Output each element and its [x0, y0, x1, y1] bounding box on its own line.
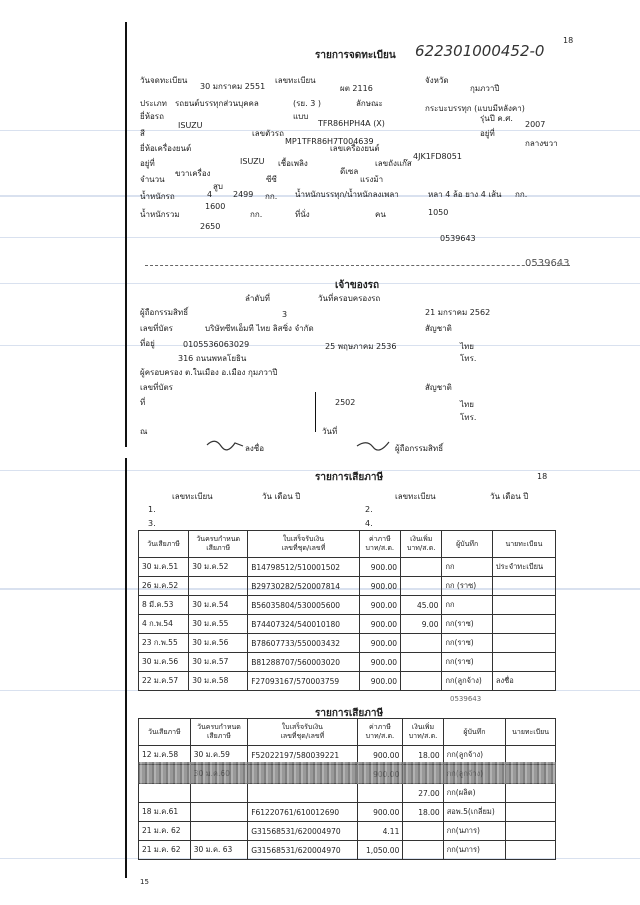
table-cell: 30 ม.ค.56 [139, 653, 189, 672]
tax1-ref: 0539643 [450, 695, 482, 703]
label-owner-sig: ผู้ถือกรรมสิทธิ์ [395, 444, 444, 453]
value-weight: 1600 [205, 202, 226, 211]
value-character: กระบะบรรทุก (แบบมีหลังคา) [425, 104, 525, 113]
value-cc: 2499 [233, 190, 254, 199]
table-cell: ลงชื่อ [492, 672, 555, 691]
table-cell: B78607733/550003432 [248, 634, 359, 653]
label-total: น้ำหนักรวม [140, 210, 180, 219]
table-row [139, 577, 556, 596]
value-type-code: (รย. 3 ) [293, 99, 321, 108]
table-cell: B14798512/510001502 [248, 558, 359, 577]
registration-title: รายการจดทะเบียน [315, 50, 396, 61]
label-count: จำนวน [140, 175, 165, 184]
value-count: 4 [207, 190, 213, 199]
table-cell: B81288707/560003020 [248, 653, 359, 672]
table-cell: กก(นภาร) [443, 841, 505, 860]
value-possession: 21 มกราคม 2562 [425, 308, 491, 317]
table-cell: กก (ราซ) [442, 577, 492, 596]
left-border-line [125, 22, 127, 447]
table-cell: B29730282/520007814 [248, 577, 359, 596]
label-character: ลักษณะ [356, 99, 383, 108]
label-chassis: เลขตัวรถ [252, 129, 284, 138]
tax1-label-date: วัน เดือน ปี [262, 492, 301, 501]
table-row [139, 596, 556, 615]
table-header-cell: ใบเสร็จรับเงิน เลขที่ชุด/เลขที่ [248, 531, 359, 558]
table-cell [492, 615, 555, 634]
table-cell: 900.00 [359, 653, 400, 672]
table-cell [492, 596, 555, 615]
table-cell: 900.00 [359, 577, 400, 596]
table-cell [248, 784, 357, 803]
table-cell: 900.00 [359, 615, 400, 634]
table-header-cell: ผู้บันทึก [442, 531, 492, 558]
table-cell: ประจำทะเบียน [492, 558, 555, 577]
table-cell: กก(ราซ) [442, 615, 492, 634]
table-cell: กก [442, 596, 492, 615]
value-engine-no: 4JK1FD8051 [413, 152, 462, 161]
table-cell: 900.00 [359, 558, 400, 577]
table-cell [506, 803, 556, 822]
table-row [139, 653, 556, 672]
value-year2: 2502 [335, 398, 356, 407]
table-cell [401, 672, 442, 691]
label-color: สี [140, 129, 145, 138]
table-cell: กก(ราซ) [442, 653, 492, 672]
table-cell: 8 มี.ค.53 [139, 596, 189, 615]
value-total2: 1050 [428, 208, 449, 217]
value-order: 3 [282, 310, 288, 319]
table-cell: กก(นภาร) [443, 822, 505, 841]
table-cell: 18.00 [403, 803, 443, 822]
handwritten-id: 622301000452-0 [415, 42, 545, 60]
table-row [139, 672, 556, 691]
label-id2: เลขที่บัตร [140, 383, 173, 392]
value-ref: 0539643 [440, 234, 476, 243]
value-ref-2: 0539643 [525, 258, 570, 269]
value-chassis: MP1TFR86H7T004639 [285, 137, 374, 146]
table-cell [401, 634, 442, 653]
tax1-label-date2: วัน เดือน ปี [490, 492, 529, 501]
tax1-page: 18 [537, 472, 548, 481]
label-brand: ยี่ห้อรถ [140, 112, 164, 121]
table-row [139, 634, 556, 653]
label-load: น้ำหนักบรรทุก/น้ำหนักลงเพลา [295, 190, 399, 199]
table-cell: F52022197/580039221 [248, 746, 357, 765]
label-gas-tank: เลขถังแก๊ส [375, 159, 412, 168]
table-cell [190, 822, 248, 841]
tax1-label-reg: เลขทะเบียน [172, 492, 213, 501]
value-nat: ไทย [460, 342, 474, 351]
table-cell: 45.00 [401, 596, 442, 615]
label-person: คน [375, 210, 386, 219]
value-load: หลา 4 ล้อ ยาง 4 เส้น [428, 190, 502, 199]
label-day: วันที่ [322, 427, 338, 436]
table-cell [492, 634, 555, 653]
table-cell: 30 ม.ค.51 [139, 558, 189, 577]
value-at2: ขวาเครื่อง [175, 169, 211, 178]
table-cell [401, 558, 442, 577]
table-cell: กก(ลูกจ้าง) [443, 746, 505, 765]
label-owner: ผู้ถือกรรมสิทธิ์ [140, 308, 189, 317]
label-holder: ผู้ครอบครอง [140, 368, 183, 377]
value-province: กุมภวาปี [470, 84, 500, 93]
label-at-place: ณ [140, 427, 148, 436]
label-kg: กก. [265, 192, 278, 201]
table-cell: F27093167/570003759 [248, 672, 359, 691]
table-cell: กก(ผลิต) [443, 784, 505, 803]
table-cell: 23 ก.พ.55 [139, 634, 189, 653]
table-cell: 30 ม.ค.54 [189, 596, 248, 615]
table-row [139, 615, 556, 634]
table-cell: 30 ม.ค.57 [189, 653, 248, 672]
tax1-n2: 2. [365, 505, 373, 514]
table-cell [506, 784, 556, 803]
label-id: เลขที่บัตร [140, 324, 173, 333]
table-cell [357, 784, 403, 803]
tax2-table [138, 718, 556, 860]
value-model: TFR86HPH4A (X) [318, 119, 385, 128]
value-holder: ต.ในเมือง อ.เมือง กุมภวาปี [185, 368, 278, 377]
label-cc: ซีซี [266, 175, 277, 184]
table-header-cell: วันเสียภาษี [139, 719, 191, 746]
table-cell [401, 653, 442, 672]
table-cell: 1,050.00 [357, 841, 403, 860]
value-name: บริษัทซีทเอ็มที ไทย ลิสซิ่ง จำกัด [205, 324, 314, 333]
label-engine-no: เลขเครื่องยนต์ [330, 144, 380, 153]
label-seats: ที่นั่ง [295, 210, 310, 219]
tax1-n3: 3. [148, 519, 156, 528]
label-province: จังหวัด [425, 76, 449, 85]
table-header-cell: วันครบกำหนด เสียภาษี [189, 531, 248, 558]
table-cell: 30 ม.ค.59 [190, 746, 248, 765]
value-date: 25 พฤษภาคม 2536 [325, 342, 397, 351]
table-cell: 21 ม.ค. 62 [139, 822, 191, 841]
table-cell [492, 577, 555, 596]
table-cell: กก(ราซ) [442, 634, 492, 653]
table-cell [190, 784, 248, 803]
label-hp: แรงม้า [360, 175, 384, 184]
owner-title: เจ้าของรถ [335, 280, 380, 291]
label-cyl: สูบ [213, 182, 223, 191]
table-header-cell: วันเสียภาษี [139, 531, 189, 558]
left-border-line-lower [125, 458, 127, 878]
table-cell: 30 ม.ค.52 [189, 558, 248, 577]
table-header-cell: ผู้บันทึก [443, 719, 505, 746]
label-at2: อยู่ที่ [140, 159, 155, 168]
tax1-label-reg2: เลขทะเบียน [395, 492, 436, 501]
tax2-title: รายการเสียภาษี [315, 708, 384, 719]
tax1-n4: 4. [365, 519, 373, 528]
value-id: 0105536063029 [183, 340, 250, 349]
label-type: ประเภท [140, 99, 167, 108]
table-cell: 4.11 [357, 822, 403, 841]
table-header-cell: เงินเพิ่ม บาท/ส.ต. [401, 531, 442, 558]
table-cell: 21 ม.ค. 62 [139, 841, 191, 860]
table-row [139, 822, 556, 841]
table-cell: 30 ม.ค.58 [189, 672, 248, 691]
table-cell [492, 653, 555, 672]
tax1-title: รายการเสียภาษี [315, 472, 384, 483]
table-header-cell: นายทะเบียน [492, 531, 555, 558]
value-year: 2007 [525, 120, 546, 129]
table-cell [189, 577, 248, 596]
tax1-n1: 1. [148, 505, 156, 514]
label-nat: สัญชาติ [425, 324, 452, 333]
tax2-footer-no: 15 [140, 878, 149, 886]
table-cell: B74407324/540010180 [248, 615, 359, 634]
label-tel2: โทร. [460, 413, 477, 422]
table-cell [139, 784, 191, 803]
label-addr: ที่อยู่ [140, 339, 155, 348]
table-cell: กก [442, 558, 492, 577]
table-cell: 18.00 [403, 746, 443, 765]
table-cell: 900.00 [359, 596, 400, 615]
tax1-table [138, 530, 556, 691]
table-cell: 22 ม.ค.57 [139, 672, 189, 691]
table-row [139, 841, 556, 860]
label-year: รุ่นปี ค.ศ. [480, 114, 513, 123]
table-cell [401, 577, 442, 596]
table-cell [506, 822, 556, 841]
label-signed: ลงชื่อ [245, 444, 265, 453]
label-order: ลำดับที่ [245, 294, 270, 303]
table-cell [403, 841, 443, 860]
label-model: แบบ [293, 112, 309, 121]
label-at: อยู่ที่ [480, 129, 495, 138]
label-kg2: กก. [515, 190, 528, 199]
table-cell [190, 803, 248, 822]
value-fuel: ดีเซล [340, 167, 359, 176]
page-number: 18 [563, 36, 574, 45]
label-reg-date: วันจดทะเบียน [140, 76, 188, 85]
label-nat2: สัญชาติ [425, 383, 452, 392]
table-row [139, 558, 556, 577]
table-header-cell: ค่าภาษี บาท/ส.ต. [357, 719, 403, 746]
label-possession: วันที่ครอบครองรถ [318, 294, 381, 303]
table-cell [506, 841, 556, 860]
label-tel: โทร. [460, 354, 477, 363]
table-cell: 18 ม.ค.61 [139, 803, 191, 822]
table-cell: F61220761/610012690 [248, 803, 357, 822]
label-engine-brand: ยี่ห้อเครื่องยนต์ [140, 144, 192, 153]
table-cell: 4 ก.พ.54 [139, 615, 189, 634]
label-fuel: เชื้อเพลิง [278, 159, 308, 168]
table-cell: 900.00 [359, 634, 400, 653]
table-cell: 900.00 [359, 672, 400, 691]
table-cell: 26 ม.ค.52 [139, 577, 189, 596]
table-row [139, 784, 556, 803]
table-cell: 30 ม.ค.55 [189, 615, 248, 634]
value-total: 2650 [200, 222, 221, 231]
label-weight: น้ำหนักรถ [140, 192, 175, 201]
table-cell: 9.00 [401, 615, 442, 634]
table-cell: สอพ.5(เกลี่ยม) [443, 803, 505, 822]
table-header-cell: นายทะเบียน [506, 719, 556, 746]
value-nat2: ไทย [460, 400, 474, 409]
value-type: รถยนต์บรรทุกส่วนบุคคล [175, 99, 259, 108]
table-cell [403, 822, 443, 841]
value-addr: 316 ถนนพหลโยธิน [178, 354, 247, 363]
table-cell: G31568531/620004970 [248, 822, 357, 841]
value-at: กลางขวา [525, 139, 558, 148]
table-cell: 900.00 [357, 803, 403, 822]
table-cell: กก(ลูกจ้าง) [442, 672, 492, 691]
label-addr2: ที่ [140, 398, 146, 407]
table-cell: 30 ม.ค. 63 [190, 841, 248, 860]
table-cell: B56035804/530005600 [248, 596, 359, 615]
signature-scribble [205, 436, 245, 455]
signature-scribble-2 [355, 436, 395, 455]
value-color: ISUZU [178, 121, 203, 130]
table-header-cell: เงินเพิ่ม บาท/ส.ต. [403, 719, 443, 746]
label-reg-no: เลขทะเบียน [275, 76, 316, 85]
table-row [139, 803, 556, 822]
value-reg-no: ผต 2116 [340, 84, 373, 93]
value-reg-date: 30 มกราคม 2551 [200, 82, 266, 91]
table-header-cell: วันครบกำหนด เสียภาษี [190, 719, 248, 746]
table-cell: G31568531/620004970 [248, 841, 357, 860]
table-cell: 30 ม.ค.56 [189, 634, 248, 653]
label-kg3: กก. [250, 210, 263, 219]
scan-smear [138, 762, 556, 784]
table-header-cell: ใบเสร็จรับเงิน เลขที่ชุด/เลขที่ [248, 719, 357, 746]
value-fuel-brand: ISUZU [240, 157, 265, 166]
table-cell: 900.00 [357, 746, 403, 765]
table-cell: 12 ม.ค.58 [139, 746, 191, 765]
table-header-cell: ค่าภาษี บาท/ส.ต. [359, 531, 400, 558]
table-cell: 27.00 [403, 784, 443, 803]
